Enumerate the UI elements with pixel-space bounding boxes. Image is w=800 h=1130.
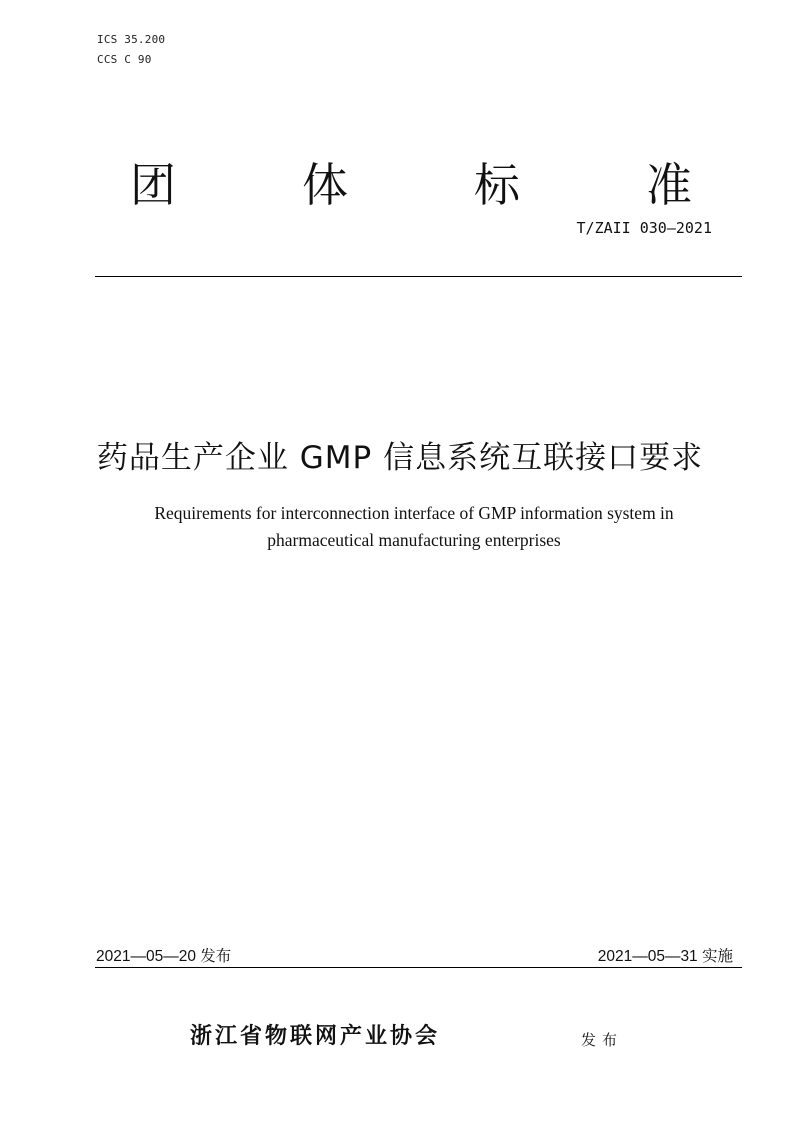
issue-date: 2021—05—20 发布	[96, 948, 232, 965]
standard-type-char-1: 团	[130, 158, 176, 212]
bottom-divider	[95, 967, 742, 968]
implementation-date: 2021—05—31 实施	[597, 948, 733, 965]
publish-label: 发布	[581, 1031, 624, 1049]
standard-type-char-3: 标	[474, 158, 520, 212]
document-title-en-line-1: Requirements for interconnection interface of GMP information system in	[154, 503, 674, 523]
document-title-en	[100, 500, 728, 554]
publisher-name: 浙江省物联网产业协会	[190, 1024, 441, 1049]
standard-number: T/ZAII 030—2021	[576, 219, 712, 237]
standard-type-char-2: 体	[302, 158, 348, 212]
ccs-code: CCS C 90	[97, 53, 152, 66]
document-title-en-line-2: pharmaceutical manufacturing enterprises	[267, 530, 561, 550]
top-divider	[95, 276, 742, 277]
document-title-zh: 药品生产企业 GMP 信息系统互联接口要求	[96, 440, 704, 476]
standard-type-char-4: 准	[646, 158, 692, 212]
ics-code: ICS 35.200	[97, 33, 166, 46]
